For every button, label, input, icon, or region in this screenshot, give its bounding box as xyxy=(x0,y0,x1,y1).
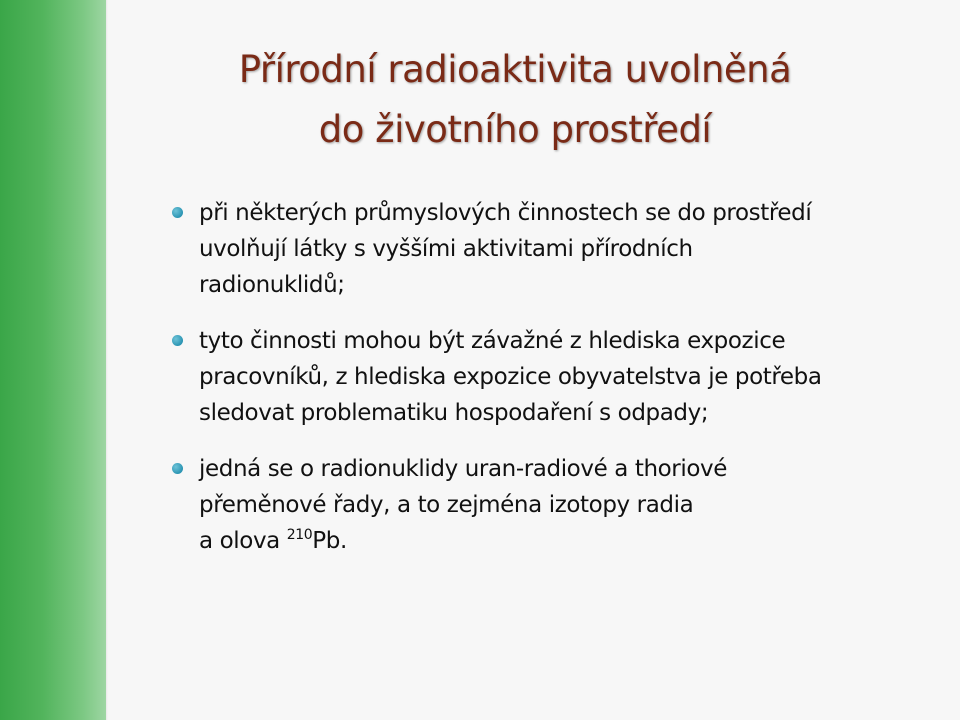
slide-title xyxy=(120,40,910,160)
bullet-text-suffix: Pb. xyxy=(312,528,347,554)
side-decor-band xyxy=(0,0,106,720)
bullet-text-line: při některých průmyslových činnostech se do prostředí xyxy=(199,200,812,226)
bullet-list xyxy=(172,195,932,579)
bullet-text-line: pracovníků, z hlediska expozice obyvatelstva je potřeba xyxy=(199,364,822,390)
bullet-text-line-last xyxy=(199,523,932,559)
bullet-item xyxy=(172,195,932,303)
isotope-mass-number: 210 xyxy=(286,527,313,543)
bullet-dot-icon xyxy=(172,463,183,474)
bullet-text-line: radionuklidů; xyxy=(199,272,345,298)
bullet-text-line: přeměnové řady, a to zejména izotopy radia xyxy=(199,492,694,518)
bullet-text-line: uvolňují látky s vyššími aktivitami přírodních xyxy=(199,236,693,262)
bullet-dot-icon xyxy=(172,335,183,346)
bullet-text-line: tyto činnosti mohou být závažné z hlediska expozice xyxy=(199,328,786,354)
bullet-item xyxy=(172,323,932,431)
slide-title-line: do životního prostředí xyxy=(318,108,712,151)
slide-title-line: Přírodní radioaktivita uvolněná xyxy=(238,48,792,91)
bullet-item xyxy=(172,451,932,559)
bullet-text-line: jedná se o radionuklidy uran-radiové a thoriové xyxy=(199,456,727,482)
bullet-text-line: sledovat problematiku hospodaření s odpady; xyxy=(199,400,709,426)
bullet-dot-icon xyxy=(172,207,183,218)
bullet-text-prefix: a olova xyxy=(199,528,287,554)
